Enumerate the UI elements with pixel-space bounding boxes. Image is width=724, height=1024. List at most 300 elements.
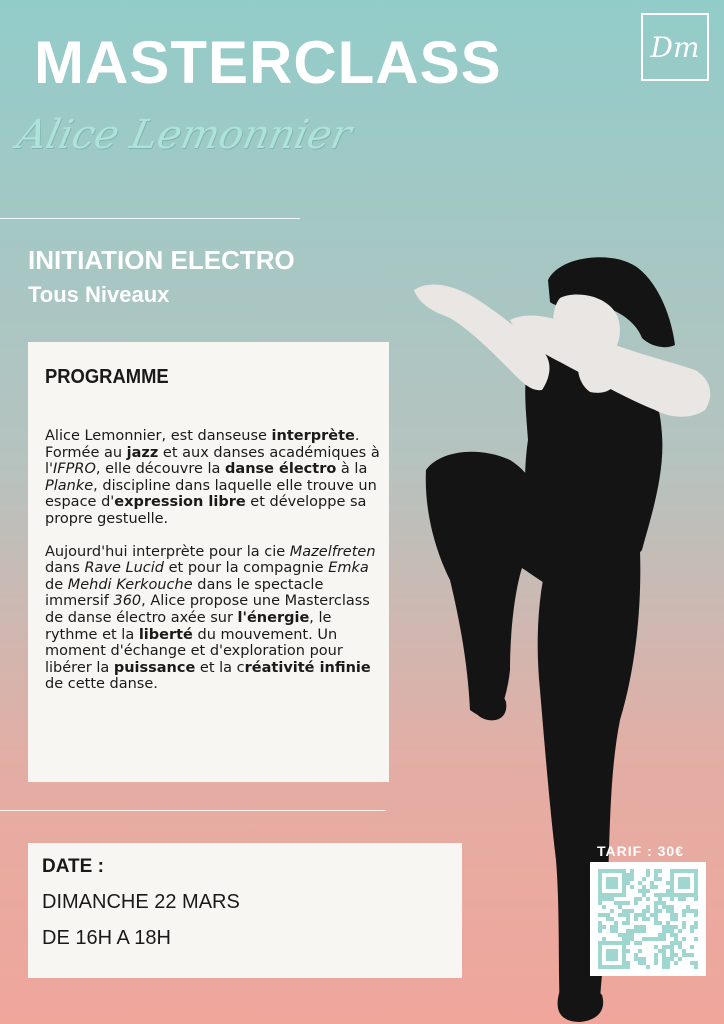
qr-module — [622, 889, 626, 893]
qr-module — [626, 961, 630, 965]
qr-module — [686, 885, 690, 889]
qr-module — [658, 921, 662, 925]
qr-module — [690, 953, 694, 957]
qr-module — [630, 885, 634, 889]
qr-module — [622, 893, 626, 897]
qr-module — [670, 913, 674, 917]
qr-module — [598, 901, 602, 905]
qr-module — [602, 937, 606, 941]
qr-module — [654, 869, 658, 873]
qr-module — [598, 961, 602, 965]
qr-module — [638, 957, 642, 961]
qr-module — [598, 885, 602, 889]
qr-module — [682, 925, 686, 929]
qr-module — [602, 897, 606, 901]
qr-module — [662, 949, 666, 953]
qr-module — [682, 869, 686, 873]
qr-module — [630, 869, 634, 873]
qr-module — [674, 869, 678, 873]
qr-module — [626, 933, 630, 937]
qr-module — [682, 921, 686, 925]
program-paragraph-1: Alice Lemonnier, est danseuse interprète. Formée au jazz et aux danses académiques à l'IFPRO, elle découvre la danse électro à la Planke, discipline dans laquelle elle trouve un espace d'expression libre et développe sa propre gestuelle. — [45, 428, 380, 527]
qr-module — [618, 893, 622, 897]
qr-module — [634, 929, 638, 933]
qr-module — [610, 957, 614, 961]
qr-module — [638, 941, 642, 945]
qr-module — [638, 881, 642, 885]
qr-module — [646, 897, 650, 901]
qr-module — [626, 873, 630, 877]
qr-module — [630, 929, 634, 933]
qr-module — [650, 881, 654, 885]
qr-module — [598, 869, 602, 873]
qr-module — [630, 909, 634, 913]
qr-module — [670, 933, 674, 937]
qr-module — [654, 921, 658, 925]
qr-module — [682, 877, 686, 881]
qr-module — [654, 913, 658, 917]
qr-module — [662, 929, 666, 933]
qr-module — [618, 901, 622, 905]
qr-module — [690, 945, 694, 949]
qr-module — [622, 869, 626, 873]
qr-module — [622, 909, 626, 913]
qr-module — [642, 909, 646, 913]
qr-module — [678, 881, 682, 885]
qr-module — [634, 913, 638, 917]
qr-module — [614, 921, 618, 925]
qr-module — [658, 933, 662, 937]
qr-module — [670, 881, 674, 885]
qr-module — [658, 909, 662, 913]
poster-title: MASTERCLASS — [34, 29, 502, 96]
qr-module — [638, 925, 642, 929]
qr-module — [694, 869, 698, 873]
qr-module — [642, 877, 646, 881]
qr-module — [670, 957, 674, 961]
qr-module — [638, 897, 642, 901]
program-paragraph-2: Aujourd'hui interprète pour la cie Mazelfreten dans Rave Lucid et pour la compagnie Emka de Mehdi Kerkouche dans le spectacle immersif 360, Alice propose une Masterclass de danse électro axée sur l'énergie, le rythme et la liberté du mouvement. Un moment d'échange et d'exploration pour libérer la puissance et la créativité infinie de cette danse. — [45, 543, 376, 693]
qr-module — [658, 877, 662, 881]
qr-module — [682, 953, 686, 957]
qr-module — [610, 881, 614, 885]
qr-module — [662, 933, 666, 937]
qr-module — [614, 877, 618, 881]
qr-module — [638, 913, 642, 917]
qr-module — [622, 921, 626, 925]
qr-module — [626, 965, 630, 969]
qr-module — [670, 905, 674, 909]
qr-module — [634, 953, 638, 957]
qr-module — [658, 869, 662, 873]
qr-module — [598, 881, 602, 885]
qr-module — [602, 905, 606, 909]
qr-module — [622, 881, 626, 885]
qr-module — [606, 913, 610, 917]
qr-module — [614, 901, 618, 905]
qr-module — [602, 869, 606, 873]
qr-module — [642, 889, 646, 893]
qr-module — [646, 917, 650, 921]
qr-module — [642, 957, 646, 961]
qr-module — [610, 925, 614, 929]
qr-module — [666, 961, 670, 965]
qr-module — [622, 953, 626, 957]
qr-module — [670, 893, 674, 897]
qr-module — [662, 965, 666, 969]
qr-module — [658, 949, 662, 953]
qr-module — [670, 869, 674, 873]
qr-module — [598, 929, 602, 933]
qr-module — [606, 881, 610, 885]
qr-module — [646, 889, 650, 893]
qr-module — [690, 869, 694, 873]
qr-module — [614, 881, 618, 885]
qr-module — [694, 961, 698, 965]
qr-module — [682, 909, 686, 913]
qr-module — [606, 893, 610, 897]
qr-module — [670, 953, 674, 957]
qr-module — [622, 965, 626, 969]
program-text — [45, 428, 380, 709]
qr-module — [682, 913, 686, 917]
qr-module — [606, 965, 610, 969]
qr-module — [678, 957, 682, 961]
qr-module — [674, 917, 678, 921]
qr-module — [694, 881, 698, 885]
qr-module — [694, 889, 698, 893]
qr-module — [622, 913, 626, 917]
qr-module — [610, 929, 614, 933]
qr-module — [666, 957, 670, 961]
qr-module — [694, 921, 698, 925]
qr-module — [610, 909, 614, 913]
qr-module — [634, 897, 638, 901]
qr-module — [614, 949, 618, 953]
qr-module — [602, 965, 606, 969]
qr-module — [622, 941, 626, 945]
date-day: DIMANCHE 22 MARS — [42, 891, 240, 913]
qr-module — [606, 885, 610, 889]
qr-module — [598, 965, 602, 969]
qr-module — [622, 877, 626, 881]
price-label: TARIF : 30€ — [597, 843, 684, 859]
qr-module — [598, 945, 602, 949]
qr-module — [686, 881, 690, 885]
logo-text: Dm — [650, 30, 700, 64]
qr-module — [694, 925, 698, 929]
program-panel — [28, 342, 389, 782]
qr-module — [650, 913, 654, 917]
qr-module — [654, 957, 658, 961]
qr-module — [670, 885, 674, 889]
qr-module — [614, 957, 618, 961]
qr-module — [694, 909, 698, 913]
qr-module — [622, 961, 626, 965]
qr-module — [654, 893, 658, 897]
qr-module — [686, 869, 690, 873]
qr-module — [610, 869, 614, 873]
qr-module — [598, 925, 602, 929]
qr-module — [646, 965, 650, 969]
qr-module — [610, 885, 614, 889]
qr-module — [666, 929, 670, 933]
qr-module — [666, 925, 670, 929]
qr-module — [598, 877, 602, 881]
qr-module — [666, 945, 670, 949]
qr-module — [598, 897, 602, 901]
dancer-foot — [558, 987, 604, 1022]
qr-module — [614, 965, 618, 969]
qr-module — [622, 933, 626, 937]
qr-module — [670, 949, 674, 953]
qr-module — [630, 877, 634, 881]
qr-module — [626, 909, 630, 913]
qr-module — [670, 897, 674, 901]
qr-module — [662, 905, 666, 909]
qr-module — [610, 893, 614, 897]
qr-module — [618, 913, 622, 917]
qr-module — [610, 917, 614, 921]
qr-module — [662, 937, 666, 941]
qr-module — [686, 905, 690, 909]
qr-module — [678, 929, 682, 933]
qr-module — [642, 885, 646, 889]
qr-module — [662, 957, 666, 961]
qr-module — [626, 913, 630, 917]
qr-module — [670, 941, 674, 945]
qr-module — [678, 877, 682, 881]
qr-module — [694, 873, 698, 877]
qr-module — [682, 881, 686, 885]
qr-module — [650, 885, 654, 889]
qr-module — [690, 929, 694, 933]
qr-module — [634, 925, 638, 929]
qr-module — [694, 913, 698, 917]
qr-module — [694, 897, 698, 901]
qr-module — [602, 925, 606, 929]
qr-module — [686, 877, 690, 881]
divider-top — [0, 218, 300, 219]
poster-subtitle: Alice Lemonnier — [13, 112, 356, 158]
qr-module — [630, 933, 634, 937]
qr-module — [666, 965, 670, 969]
qr-module — [674, 893, 678, 897]
qr-module — [654, 953, 658, 957]
qr-module — [610, 941, 614, 945]
qr-module — [666, 881, 670, 885]
qr-module — [598, 893, 602, 897]
qr-module — [606, 917, 610, 921]
qr-module — [618, 933, 622, 937]
qr-module — [610, 965, 614, 969]
qr-module — [630, 873, 634, 877]
qr-module — [670, 877, 674, 881]
qr-module — [598, 913, 602, 917]
qr-module — [654, 945, 658, 949]
program-heading: PROGRAMME — [45, 366, 169, 388]
course-title: INITIATION ELECTRO — [28, 245, 295, 275]
qr-module — [634, 901, 638, 905]
qr-module — [606, 949, 610, 953]
qr-module — [638, 949, 642, 953]
qr-module — [674, 925, 678, 929]
qr-module — [666, 893, 670, 897]
qr-module — [610, 897, 614, 901]
qr-module — [666, 909, 670, 913]
qr-module — [646, 869, 650, 873]
qr-module — [614, 953, 618, 957]
qr-module — [662, 945, 666, 949]
qr-module — [598, 921, 602, 925]
qr-module — [626, 877, 630, 881]
qr-module — [690, 925, 694, 929]
qr-module — [614, 941, 618, 945]
qr-module — [682, 885, 686, 889]
qr-module — [694, 877, 698, 881]
qr-module — [678, 941, 682, 945]
qr-module — [670, 889, 674, 893]
qr-module — [614, 929, 618, 933]
qr-module — [626, 941, 630, 945]
divider-bottom — [0, 810, 386, 811]
qr-module — [618, 941, 622, 945]
qr-module — [682, 893, 686, 897]
qr-module — [626, 917, 630, 921]
qr-module — [606, 897, 610, 901]
date-time: DE 16H A 18H — [42, 927, 171, 949]
qr-module — [690, 893, 694, 897]
qr-module — [646, 873, 650, 877]
qr-module — [610, 953, 614, 957]
qr-module — [682, 949, 686, 953]
qr-module — [686, 909, 690, 913]
qr-module — [626, 901, 630, 905]
qr-module — [626, 937, 630, 941]
qr-module — [634, 957, 638, 961]
qr-module — [670, 917, 674, 921]
qr-module — [598, 953, 602, 957]
qr-module — [638, 961, 642, 965]
qr-module — [614, 925, 618, 929]
date-panel — [28, 843, 462, 978]
qr-module — [678, 893, 682, 897]
qr-module — [618, 905, 622, 909]
qr-module — [670, 945, 674, 949]
qr-module — [658, 893, 662, 897]
qr-module — [598, 873, 602, 877]
qr-code[interactable] — [590, 862, 706, 976]
qr-module — [654, 873, 658, 877]
qr-module — [646, 937, 650, 941]
qr-module — [642, 893, 646, 897]
qr-module — [622, 949, 626, 953]
qr-module — [598, 949, 602, 953]
qr-module — [662, 901, 666, 905]
brand-logo — [641, 13, 709, 81]
qr-module — [674, 953, 678, 957]
qr-module — [694, 937, 698, 941]
qr-module — [618, 869, 622, 873]
qr-module — [674, 913, 678, 917]
qr-code-icon — [598, 869, 698, 969]
qr-module — [674, 933, 678, 937]
qr-module — [626, 881, 630, 885]
qr-module — [622, 901, 626, 905]
qr-module — [654, 901, 658, 905]
qr-module — [606, 953, 610, 957]
qr-module — [678, 885, 682, 889]
qr-module — [674, 941, 678, 945]
qr-module — [694, 885, 698, 889]
qr-module — [674, 937, 678, 941]
qr-module — [622, 957, 626, 961]
qr-module — [634, 941, 638, 945]
qr-module — [642, 917, 646, 921]
qr-module — [670, 909, 674, 913]
qr-module — [602, 941, 606, 945]
qr-module — [642, 929, 646, 933]
qr-module — [694, 893, 698, 897]
qr-module — [602, 893, 606, 897]
date-heading: DATE : — [42, 856, 104, 877]
qr-module — [626, 921, 630, 925]
qr-module — [686, 893, 690, 897]
qr-module — [614, 885, 618, 889]
qr-module — [646, 909, 650, 913]
qr-module — [602, 913, 606, 917]
qr-module — [678, 869, 682, 873]
qr-module — [666, 921, 670, 925]
qr-module — [690, 961, 694, 965]
qr-module — [662, 961, 666, 965]
qr-module — [670, 873, 674, 877]
qr-module — [630, 937, 634, 941]
qr-module — [606, 869, 610, 873]
qr-module — [598, 941, 602, 945]
qr-module — [634, 917, 638, 921]
qr-module — [682, 937, 686, 941]
qr-module — [654, 877, 658, 881]
qr-module — [654, 909, 658, 913]
qr-module — [658, 897, 662, 901]
qr-module — [662, 953, 666, 957]
qr-module — [670, 929, 674, 933]
qr-module — [666, 905, 670, 909]
qr-module — [638, 889, 642, 893]
qr-module — [670, 925, 674, 929]
qr-module — [678, 945, 682, 949]
qr-module — [658, 901, 662, 905]
qr-module — [666, 889, 670, 893]
qr-module — [654, 885, 658, 889]
qr-module — [610, 877, 614, 881]
qr-module — [618, 965, 622, 969]
qr-module — [654, 917, 658, 921]
qr-module — [642, 937, 646, 941]
qr-module — [662, 925, 666, 929]
qr-module — [614, 893, 618, 897]
qr-module — [646, 905, 650, 909]
qr-module — [694, 965, 698, 969]
qr-module — [606, 957, 610, 961]
qr-module — [626, 949, 630, 953]
qr-module — [626, 929, 630, 933]
qr-module — [686, 953, 690, 957]
qr-module — [638, 929, 642, 933]
qr-module — [682, 897, 686, 901]
qr-module — [622, 885, 626, 889]
